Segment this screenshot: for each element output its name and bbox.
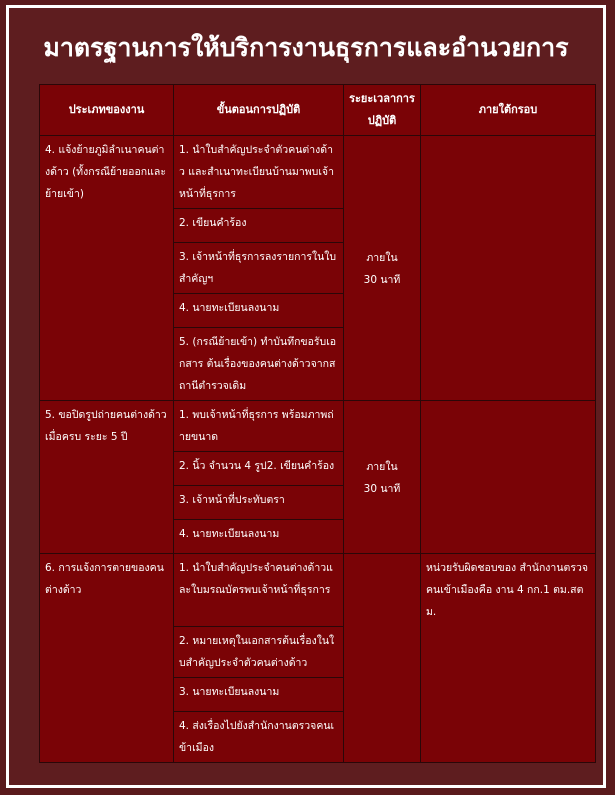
table-header-row	[40, 85, 596, 136]
step-cell: 3. นายทะเบียนลงนาม	[174, 678, 344, 712]
step-cell: 4. นายทะเบียนลงนาม	[174, 520, 344, 554]
service-standard-table-wrap	[39, 84, 595, 763]
step-cell: 3. เจ้าหน้าที่ประทับตรา	[174, 486, 344, 520]
step-cell: 1. นำใบสำคัญประจำคนต่างด้าวและใบมรณบัตรพบเจ้าหน้าที่ธุรการ	[174, 554, 344, 627]
framework-cell	[421, 136, 596, 401]
step-cell: 4. ส่งเรื่องไปยังสำนักงานตรวจคนเข้าเมือง	[174, 712, 344, 763]
header-steps: ขั้นตอนการปฏิบัติ	[174, 85, 344, 136]
duration-text: ภายใน 30 นาที	[363, 460, 401, 495]
framework-cell	[421, 401, 596, 554]
duration-cell	[344, 136, 421, 401]
work-type-cell: 6. การแจ้งการตายของคนต่างด้าว	[40, 554, 174, 763]
step-cell: 1. นำใบสำคัญประจำตัวคนต่างด้าว และสำเนาทะเบียนบ้านมาพบเจ้าหน้าที่ธุรการ	[174, 136, 344, 209]
step-cell: 1. พบเจ้าหน้าที่ธุรการ พร้อมภาพถ่ายขนาด	[174, 401, 344, 452]
framework-cell: หน่วยรับผิดชอบของ สำนักงานตรวจคนเข้าเมืองคือ งาน 4 กก.1 ตม.สตม.	[421, 554, 596, 763]
header-duration: ระยะเวลาการปฏิบัติ	[344, 85, 421, 136]
table-row	[40, 136, 596, 209]
work-type-cell: 4. แจ้งย้ายภูมิลำเนาคนต่างด้าว (ทั้งกรณีย้ายออกและย้ายเข้า)	[40, 136, 174, 401]
step-cell: 4. นายทะเบียนลงนาม	[174, 294, 344, 328]
header-framework: ภายใต้กรอบ	[421, 85, 596, 136]
work-type-cell: 5. ขอปิดรูปถ่ายคนต่างด้าว เมื่อครบ ระยะ 5 ปี	[40, 401, 174, 554]
page-title: มาตรฐานการให้บริการงานธุรการและอำนวยการ	[43, 33, 569, 62]
step-cell: 2. นิ้ว จำนวน 4 รูป2. เขียนคำร้อง	[174, 452, 344, 486]
step-cell: 3. เจ้าหน้าที่ธุรการลงรายการในใบสำคัญฯ	[174, 243, 344, 294]
duration-cell	[344, 554, 421, 763]
service-standard-table	[39, 84, 596, 763]
page-frame	[6, 5, 606, 788]
table-row	[40, 554, 596, 627]
step-cell: 2. เขียนคำร้อง	[174, 209, 344, 243]
table-row	[40, 401, 596, 452]
step-cell: 5. (กรณีย้ายเข้า) ทำบันทึกขอรับเอกสาร ต้นเรื่องของคนต่างด้าวจากสถานีตำรวจเดิม	[174, 328, 344, 401]
duration-text: ภายใน 30 นาที	[363, 251, 401, 286]
header-work-type: ประเภทของงาน	[40, 85, 174, 136]
duration-cell	[344, 401, 421, 554]
step-cell: 2. หมายเหตุในเอกสารต้นเรื่องในใบสำคัญประจำตัวคนต่างด้าว	[174, 627, 344, 678]
